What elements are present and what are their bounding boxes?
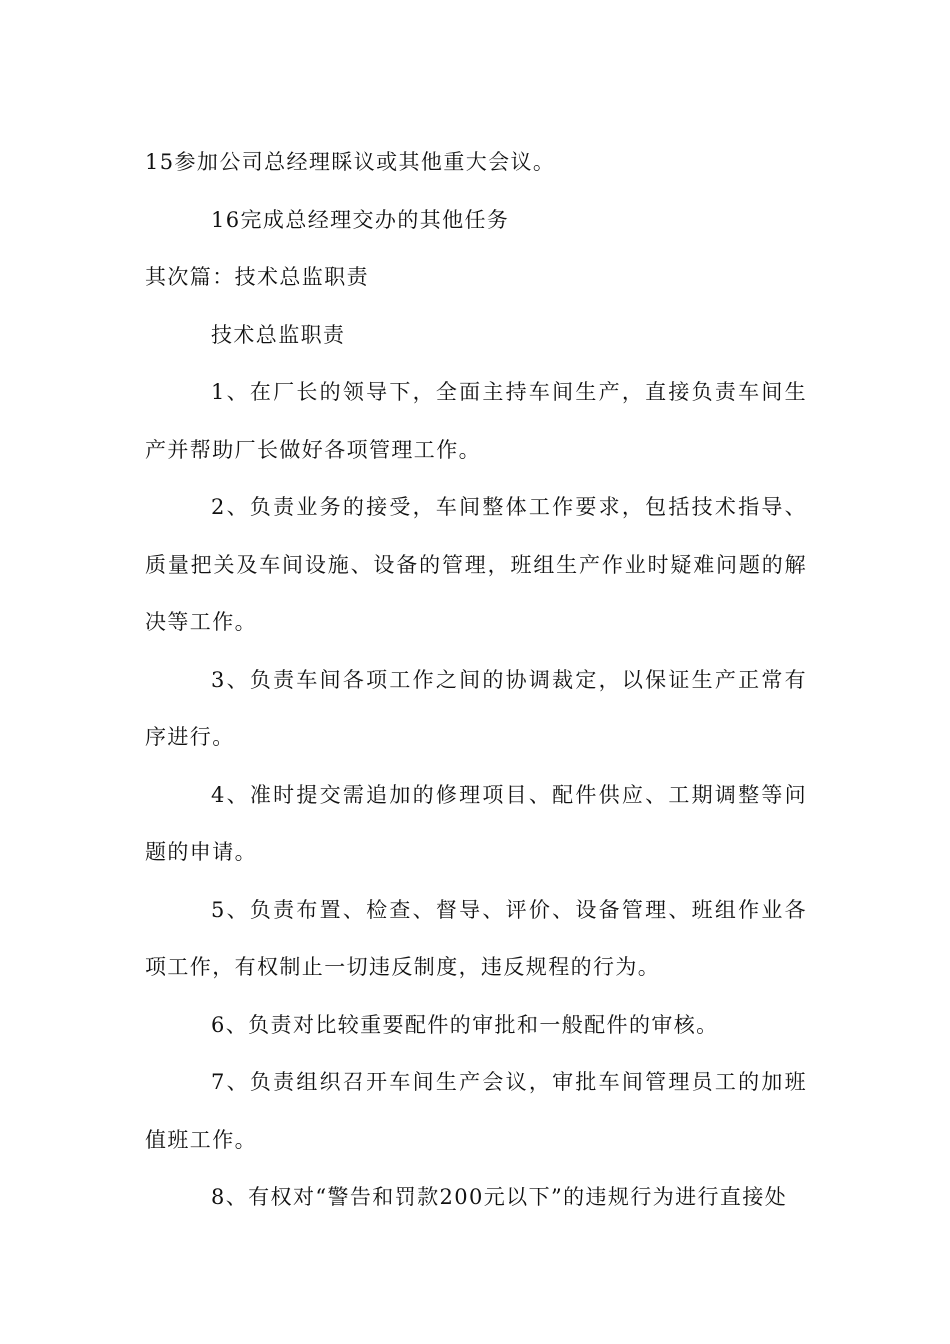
paragraph-16-tasks: 16完成总经理交办的其他任务 [211, 207, 510, 232]
duty-item-7: 7、负责组织召开车间生产会议，审批车间管理员工的加班值班工作。 [145, 1070, 807, 1152]
duty-item-6: 6、负责对比较重要配件的审批和一般配件的审核。 [211, 1012, 719, 1037]
body-text [145, 134, 807, 1227]
duty-item-1: 1、在厂长的领导下，全面主持车间生产，直接负责车间生产并帮助厂长做好各项管理工作。 [145, 380, 807, 462]
duty-item-5: 5、负责布置、检查、督导、评价、设备管理、班组作业各项工作，有权制止一切违反制度，违反规程的行为。 [145, 897, 807, 979]
duty-item-2: 2、负责业务的接受，车间整体工作要求，包括技术指导、质量把关及车间设施、设备的管理，班组生产作业时疑难问题的解决等工作。 [145, 495, 807, 634]
duty-item-8: 8、有权对“警告和罚款200元以下”的违规行为进行直接处 [211, 1185, 788, 1209]
paragraph-15-meeting: 15参加公司总经理睬议或其他重大会议。 [145, 150, 556, 174]
section-heading: 其次篇：技术总监职责 [145, 265, 369, 289]
duty-item-3: 3、负责车间各项工作之间的协调裁定，以保证生产正常有序进行。 [145, 667, 807, 749]
duty-item-4: 4、准时提交需追加的修理项目、配件供应、工期调整等问题的申请。 [145, 782, 807, 864]
section-subtitle: 技术总监职责 [211, 322, 346, 347]
